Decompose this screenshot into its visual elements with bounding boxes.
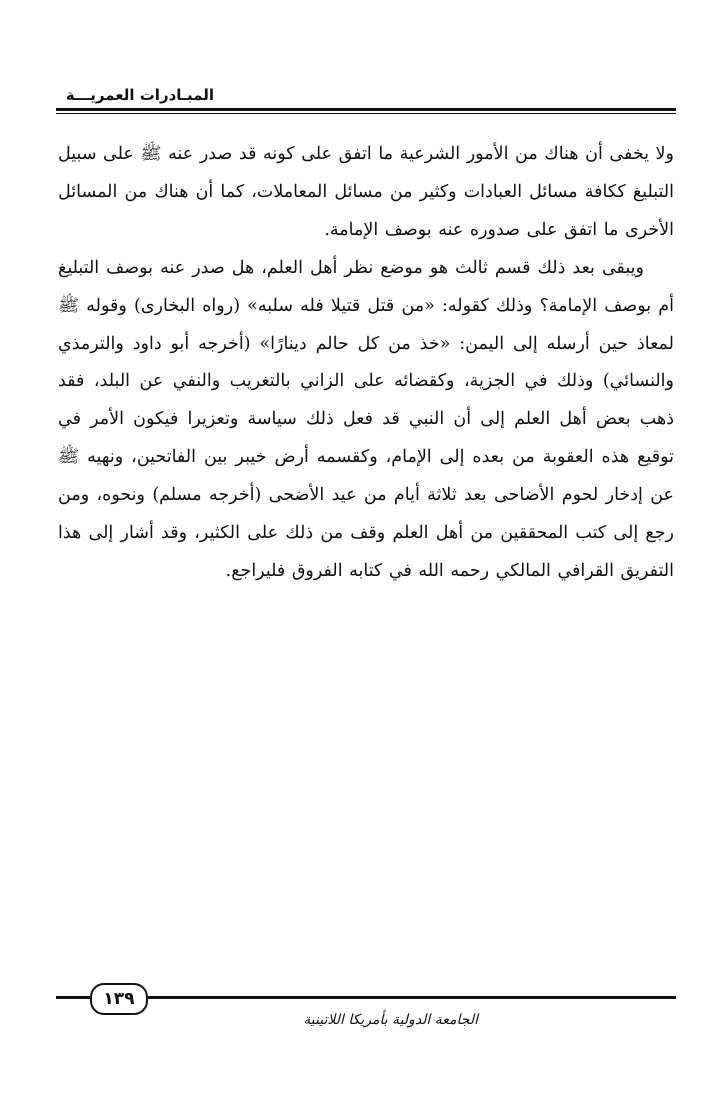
footer-university-name: الجامعة الدولية بأمريكا اللاتينية bbox=[303, 1012, 478, 1028]
main-text bbox=[58, 136, 674, 591]
paragraph-2: ويبقى بعد ذلك قسم ثالث هو موضع نظر أهل العلم، هل صدر عنه بوصف التبليغ أم بوصف الإمامة؟ وذلك كقوله: «من قتل قتيلا فله سلبه» (رواه البخارى) وقوله ﷺ لمعاذ حين أرسله إلى اليمن: «خذ من كل حالم دينارًا» (أخرجه أبو داود والترمذي والنسائي) وذلك في الجزية، وكقضائه على الزاني بالتغريب والنفي عن البلد، فقد ذهب بعض أهل العلم إلى أن النبي قد فعل ذلك سياسة وتعزيرا فيكون الأمر في توقيع هذه العقوبة من بعده إلى الإمام، وكقسمه أرض خيبر بين الفاتحين، ونهيه ﷺ عن إدخار لحوم الأضاحى بعد ثلاثة أيام من عيد الأضحى (أخرجه مسلم) ونحوه، ومن رجع إلى كتب المحققين من أهل العلم وقف من ذلك على الكثير، وقد أشار إلى هذا التفريق القرافي المالكي رحمه الله في كتابه الفروق فليراجع. bbox=[58, 257, 674, 581]
page-number-text: ١٣٩ bbox=[103, 989, 135, 1009]
footer-divider bbox=[142, 996, 676, 999]
page-number bbox=[90, 983, 148, 1015]
footer-divider-tail bbox=[56, 996, 92, 999]
header-divider-thin bbox=[56, 113, 676, 114]
page-header-title: المبـادرات العمريـــة bbox=[65, 86, 214, 104]
header-divider bbox=[56, 108, 676, 111]
paragraph-1: ولا يخفى أن هناك من الأمور الشرعية ما اتفق على كونه قد صدر عنه ﷺ على سبيل التبليغ ككافة مسائل العبادات وكثير من مسائل المعاملات، كما أن هناك من المسائل الأخرى ما اتفق على صدوره عنه بوصف الإمامة. bbox=[58, 144, 674, 240]
